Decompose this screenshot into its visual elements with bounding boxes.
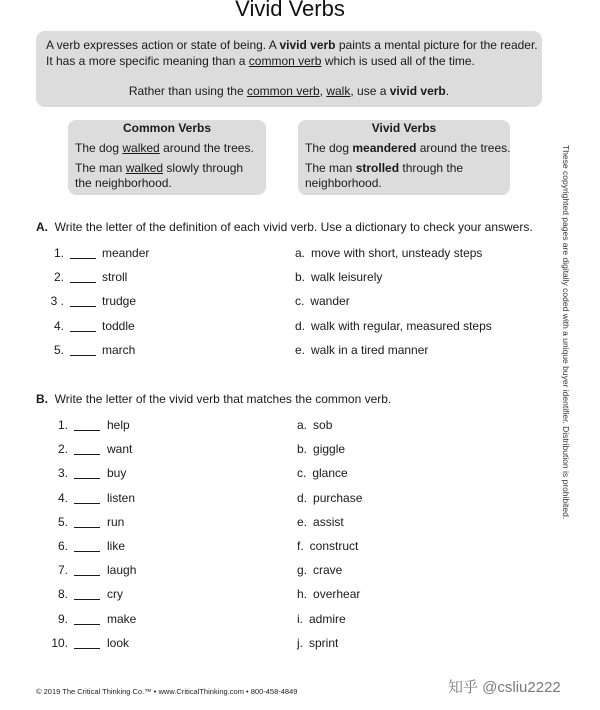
answer-item <box>0 343 300 359</box>
option-text: giggle <box>313 442 346 457</box>
sentence-text: through the neighborhood. <box>305 161 464 190</box>
option-letter: h. <box>297 587 308 602</box>
answer-blank[interactable] <box>74 563 100 576</box>
answer-blank[interactable] <box>74 491 100 504</box>
intro-term: common verb <box>248 54 322 68</box>
option-item <box>297 515 344 529</box>
answer-blank[interactable] <box>74 587 100 600</box>
item-number: 6. <box>57 539 68 553</box>
option-item <box>295 246 482 260</box>
sentence-text: around the trees. <box>159 141 254 155</box>
answer-blank[interactable] <box>74 612 100 625</box>
item-word: help <box>107 418 130 432</box>
instruction-text: Write the letter of the definition of each vivid verb. Use a dictionary to check your answers. <box>54 220 533 234</box>
item-word: look <box>107 635 130 650</box>
option-letter: j. <box>297 635 303 650</box>
watermark: 知乎 @csliu2222 <box>448 679 561 696</box>
item-number: 9. <box>57 611 68 626</box>
option-letter: a. <box>297 418 308 432</box>
sentence-verb: walked <box>122 141 160 155</box>
option-text: purchase <box>313 490 363 505</box>
item-word: like <box>107 539 126 553</box>
option-letter: c. <box>297 466 307 481</box>
option-item <box>297 491 362 505</box>
option-item <box>295 343 428 357</box>
page-title: Vivid Verbs <box>235 0 345 21</box>
item-number: 8. <box>57 587 68 602</box>
intro-term: common verb <box>246 84 320 98</box>
answer-blank[interactable] <box>74 442 100 455</box>
option-item <box>295 319 492 333</box>
item-number: 7. <box>57 563 68 578</box>
answer-item <box>0 418 300 434</box>
answer-item <box>0 246 300 262</box>
option-text: move with short, unsteady steps <box>311 246 483 260</box>
option-item <box>297 587 360 601</box>
item-word: toddle <box>102 318 135 333</box>
option-text: walk leisurely <box>311 270 383 285</box>
answer-item <box>0 612 300 628</box>
sentence-text: slowly through the neighborhood. <box>75 161 244 190</box>
answer-item <box>0 491 300 507</box>
intro-text: , <box>319 84 327 98</box>
answer-item <box>0 466 300 482</box>
section-letter: A. <box>36 220 48 234</box>
common-verbs-box <box>68 120 266 195</box>
option-item <box>297 442 345 456</box>
option-letter: e. <box>295 342 306 357</box>
item-word: want <box>107 442 133 457</box>
item-number: 5. <box>53 342 64 357</box>
option-text: overhear <box>313 587 361 602</box>
item-word: make <box>107 611 137 626</box>
option-letter: g. <box>297 563 308 578</box>
option-letter: a. <box>295 246 306 260</box>
item-word: listen <box>107 490 136 505</box>
instruction-text: Write the letter of the vivid verb that matches the common verb. <box>54 392 392 406</box>
item-number: 2. <box>57 442 68 457</box>
sentence-text: The man <box>305 161 356 175</box>
intro-text: paints a mental picture for the reader. <box>335 38 538 52</box>
section-b-instruction <box>36 392 391 406</box>
vivid-verbs-heading: Vivid Verbs <box>371 121 437 135</box>
option-letter: i. <box>297 611 303 626</box>
option-letter: d. <box>295 318 306 333</box>
option-item <box>297 539 358 553</box>
option-item <box>297 418 332 432</box>
item-number: 1. <box>57 418 68 432</box>
option-text: crave <box>313 563 343 578</box>
option-letter: b. <box>297 442 308 457</box>
option-letter: d. <box>297 490 308 505</box>
item-word: buy <box>107 466 127 481</box>
item-word: stroll <box>102 270 128 285</box>
intro-text: . <box>445 84 450 98</box>
option-letter: e. <box>297 514 308 529</box>
item-number: 4. <box>57 490 68 505</box>
common-sentence-1 <box>75 141 254 156</box>
option-item <box>297 612 346 626</box>
answer-blank[interactable] <box>70 246 96 259</box>
sentence-text: The dog <box>305 141 353 155</box>
option-item <box>297 563 342 577</box>
answer-blank[interactable] <box>74 515 100 528</box>
answer-item <box>0 587 300 603</box>
answer-blank[interactable] <box>70 270 96 283</box>
option-item <box>297 466 348 480</box>
intro-text: It has a more specific meaning than a <box>46 54 249 68</box>
option-text: assist <box>313 514 344 529</box>
item-number: 5. <box>57 514 68 529</box>
intro-term: vivid verb <box>279 38 336 52</box>
option-item <box>295 294 350 308</box>
copyright-side-note: These copyrighted pages are digitally coded with a unique buyer identifier. Distribution is prohibited. <box>561 145 571 520</box>
footer: © 2019 The Critical Thinking Co.™ • www.CriticalThinking.com • 800-458-4849 <box>36 687 298 696</box>
option-item <box>295 270 382 284</box>
item-word: trudge <box>102 294 137 309</box>
sentence-text: around the trees. <box>416 141 511 155</box>
intro-text: Rather than using the <box>128 84 247 98</box>
sentence-verb: strolled <box>355 161 400 175</box>
intro-text: which is used all of the time. <box>321 54 475 68</box>
vivid-sentence-2 <box>305 161 504 191</box>
option-text: sob <box>313 418 333 432</box>
section-letter: B. <box>36 392 48 406</box>
option-letter: c. <box>295 294 305 309</box>
option-text: sprint <box>309 635 339 650</box>
answer-item <box>0 563 300 579</box>
item-word: laugh <box>107 563 137 578</box>
item-word: march <box>102 342 136 357</box>
option-text: glance <box>312 466 348 481</box>
option-text: walk in a tired manner <box>311 342 429 357</box>
item-word: meander <box>102 246 150 260</box>
intro-box <box>36 31 542 107</box>
answer-item <box>0 515 300 531</box>
answer-item <box>0 294 300 310</box>
answer-blank[interactable] <box>70 319 96 332</box>
answer-item <box>0 319 300 335</box>
answer-item <box>0 442 300 458</box>
item-word: cry <box>107 587 123 602</box>
sentence-verb: meandered <box>352 141 417 155</box>
intro-term: vivid verb <box>389 84 446 98</box>
item-number: 3. <box>57 466 68 481</box>
answer-blank[interactable] <box>74 466 100 479</box>
sentence-text: The man <box>75 161 126 175</box>
intro-line-3 <box>36 83 542 100</box>
vivid-verbs-box <box>298 120 510 195</box>
answer-item <box>0 270 300 286</box>
item-number: 1. <box>53 246 64 260</box>
intro-line-1 <box>46 37 538 54</box>
sentence-text: The dog <box>75 141 123 155</box>
item-number: 4. <box>53 318 64 333</box>
option-text: construct <box>309 539 359 553</box>
sentence-verb: walked <box>125 161 164 175</box>
item-number: 10. <box>51 635 68 650</box>
option-letter: b. <box>295 270 306 285</box>
common-verbs-heading: Common Verbs <box>122 121 212 135</box>
section-a-instruction <box>36 220 533 234</box>
item-number: 2. <box>53 270 64 285</box>
answer-blank[interactable] <box>70 343 96 356</box>
intro-term: walk <box>326 84 351 98</box>
option-letter: f. <box>297 539 304 553</box>
intro-text: A verb expresses action or state of being. A <box>46 38 280 52</box>
option-text: wander <box>310 294 350 309</box>
answer-item <box>0 636 300 652</box>
option-text: admire <box>309 611 346 626</box>
answer-blank[interactable] <box>74 636 100 649</box>
answer-blank[interactable] <box>74 418 100 431</box>
intro-line-2 <box>46 53 475 70</box>
item-number: 3 . <box>50 294 64 309</box>
item-word: run <box>107 514 125 529</box>
answer-blank[interactable] <box>74 539 100 552</box>
intro-text: , use a <box>350 84 390 98</box>
vivid-sentence-1 <box>305 141 510 156</box>
option-text: walk with regular, measured steps <box>311 318 492 333</box>
answer-item <box>0 539 300 555</box>
common-sentence-2 <box>75 161 260 191</box>
option-item <box>297 636 338 650</box>
answer-blank[interactable] <box>70 294 96 307</box>
